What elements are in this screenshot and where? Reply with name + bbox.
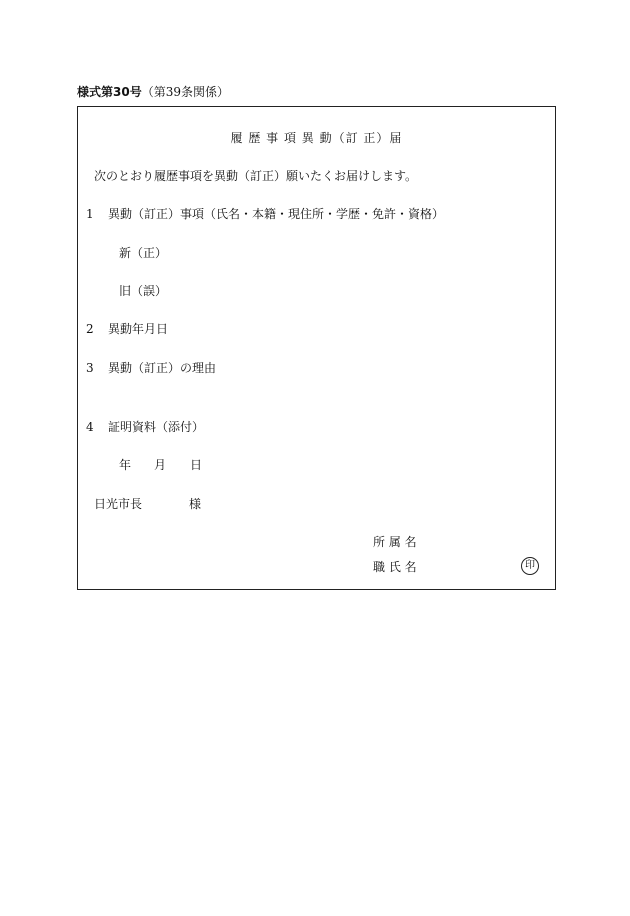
item-1-number: 1 — [86, 207, 94, 221]
item-1 — [86, 205, 444, 222]
affiliation-label: 所 属 名 — [373, 535, 417, 549]
intro-text: 次のとおり履歴事項を異動（訂正）願いたくお届けします。 — [94, 169, 418, 183]
item-1-label: 異動（訂正）事項（氏名・本籍・現住所・学歴・免許・資格） — [108, 207, 445, 221]
item-2 — [86, 320, 168, 337]
item-3-number: 3 — [86, 361, 94, 375]
item-3-label: 異動（訂正）の理由 — [108, 361, 217, 375]
old-incorrect-label: 旧（誤） — [119, 284, 168, 298]
addressee: 日光市長 — [94, 497, 143, 511]
item-3 — [86, 359, 216, 376]
form-number: 様式第30号 — [77, 85, 142, 99]
name-label: 職 氏 名 — [373, 560, 417, 574]
new-correct-label: 新（正） — [119, 246, 168, 260]
form-title: 履 歴 事 項 異 動（訂 正）届 — [230, 131, 403, 145]
honorific: 様 — [189, 497, 202, 511]
date-year: 年 — [119, 458, 132, 472]
seal-mark: 印 — [521, 557, 539, 575]
item-2-label: 異動年月日 — [108, 322, 169, 336]
date-month: 月 — [154, 458, 167, 472]
item-4-number: 4 — [86, 420, 94, 434]
item-4 — [86, 418, 204, 435]
item-2-number: 2 — [86, 322, 94, 336]
form-number-header — [77, 83, 229, 100]
item-4-label: 証明資料（添付） — [108, 420, 205, 434]
form-frame — [77, 106, 556, 590]
date-day: 日 — [190, 458, 203, 472]
article-reference: （第39条関係） — [141, 85, 229, 99]
